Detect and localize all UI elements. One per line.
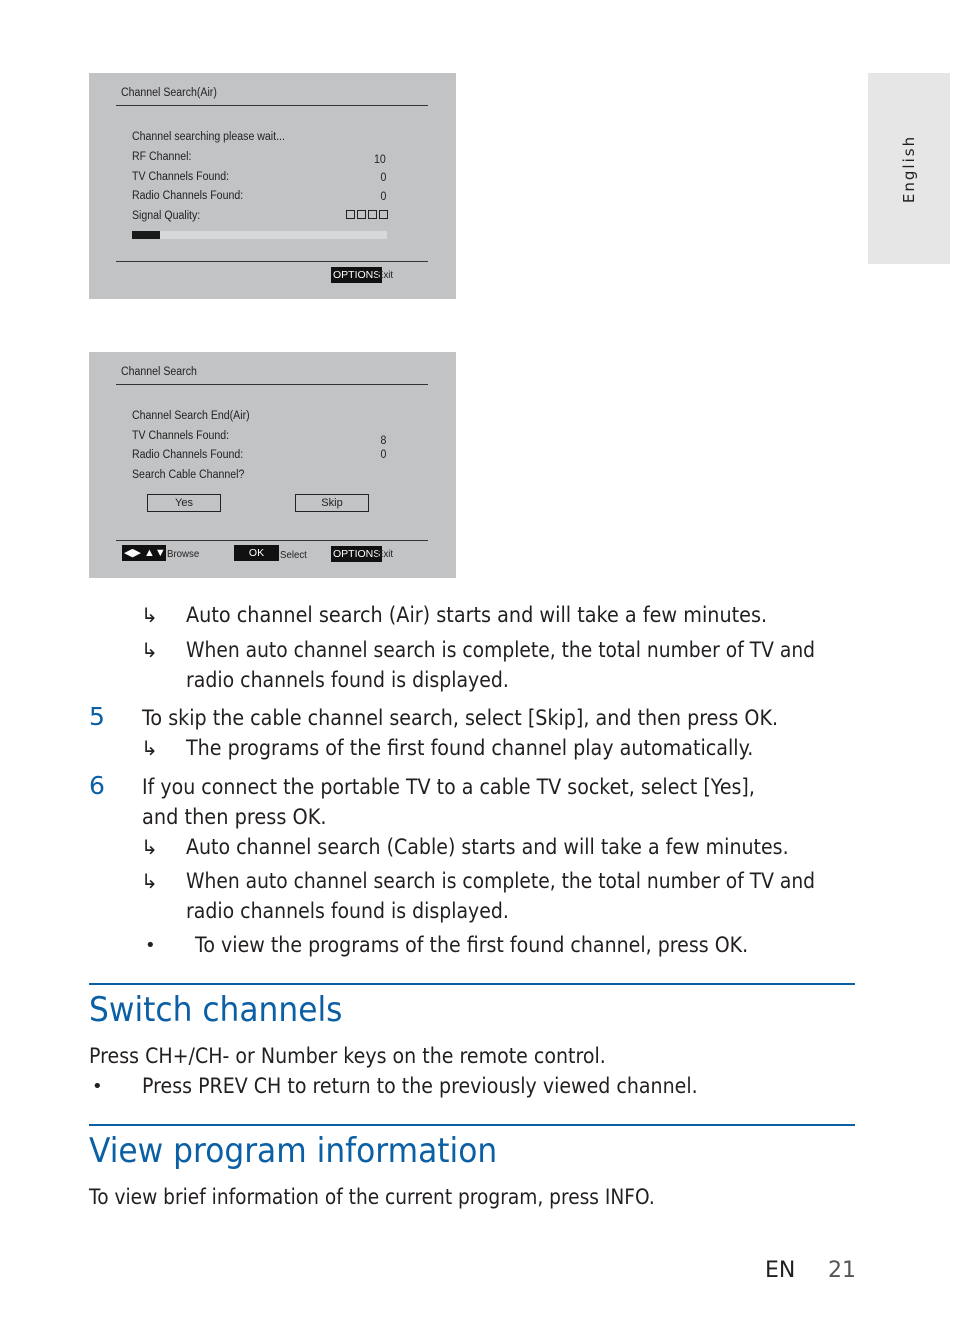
bullet-icon: • (92, 1076, 103, 1097)
exit-label: Exit (377, 269, 394, 281)
section-heading: View program information (89, 1131, 498, 1171)
ok-key: OK (744, 706, 773, 730)
ok-key: OK (714, 933, 743, 957)
ok-key: OK (234, 545, 279, 561)
radio-channels-value: 0 (380, 191, 386, 203)
bullet-text: To view the programs of the first found channel, press OK. (195, 933, 749, 957)
exit-label: Exit (377, 548, 394, 560)
navigation-keys-icon: ◀▶ ▲▼ (124, 547, 166, 559)
channel-search-end-screen (89, 352, 456, 578)
result-arrow-icon: ↳ (141, 869, 158, 893)
result-text: When auto channel search is complete, the total number of TV and (186, 638, 816, 662)
yes-button[interactable]: Yes (147, 494, 221, 512)
title-divider (116, 105, 428, 106)
step-text: and then press OK. (142, 805, 327, 829)
result-text: Auto channel search (Cable) starts and will take a few minutes. (186, 835, 789, 859)
section-heading: Switch channels (89, 990, 343, 1030)
yes-key: [Yes] (703, 775, 749, 799)
section-divider (89, 983, 855, 985)
select-label: Select (280, 549, 307, 561)
result-arrow-icon: ↳ (141, 603, 158, 627)
options-key: OPTIONS (333, 548, 381, 560)
signal-bar-fill (132, 231, 160, 239)
result-arrow-icon: ↳ (141, 835, 158, 859)
footer-language: EN (765, 1258, 796, 1283)
bullet-text: Press PREV CH to return to the previously viewed channel. (142, 1074, 698, 1098)
prev-ch-key: PREV CH (198, 1074, 282, 1098)
number-keys: Number keys (260, 1044, 387, 1068)
section-divider (89, 1124, 855, 1126)
cable-question-label: Search Cable Channel? (132, 469, 245, 481)
radio-channels-value: 0 (380, 449, 386, 461)
step-number: 5 (89, 702, 105, 731)
section-paragraph: To view brief information of the current program, press INFO. (89, 1185, 655, 1209)
footer-divider (116, 540, 428, 541)
skip-key: [Skip] (527, 706, 584, 730)
tv-channels-label: TV Channels Found: (132, 430, 230, 442)
result-text: radio channels found is displayed. (186, 899, 509, 923)
step-text: If you connect the portable TV to a cable TV socket, select [Yes], (142, 775, 755, 799)
search-end-label: Channel Search End(Air) (132, 410, 250, 422)
footer-divider (116, 261, 428, 262)
tv-channels-label: TV Channels Found: (132, 171, 230, 183)
result-text: radio channels found is displayed. (186, 668, 509, 692)
language-label: English (900, 134, 918, 203)
ok-key: OK (292, 805, 321, 829)
radio-channels-label: Radio Channels Found: (132, 190, 244, 202)
result-arrow-icon: ↳ (141, 736, 158, 760)
signal-quality-indicator (344, 210, 388, 222)
step-number: 6 (89, 771, 105, 800)
options-key: OPTIONS (333, 269, 381, 281)
result-arrow-icon: ↳ (141, 638, 158, 662)
info-key: INFO (604, 1185, 649, 1209)
result-text: Auto channel search (Air) starts and will take a few minutes. (186, 603, 768, 627)
status-label: Channel searching please wait... (132, 131, 285, 143)
channel-search-air-screen (89, 73, 456, 299)
radio-channels-label: Radio Channels Found: (132, 449, 244, 461)
result-text: The programs of the first found channel play automatically. (186, 736, 754, 760)
page-number: 21 (828, 1258, 856, 1283)
screen-title: Channel Search (121, 366, 197, 378)
rf-channel-value: 10 (374, 154, 386, 166)
tv-channels-value: 0 (380, 172, 386, 184)
signal-quality-label: Signal Quality: (132, 210, 201, 222)
result-text: When auto channel search is complete, the total number of TV and (186, 869, 816, 893)
browse-label: Browse (167, 548, 200, 560)
step-text: To skip the cable channel search, select [Skip], and then press OK. (142, 706, 779, 730)
bullet-icon: • (145, 935, 156, 956)
ch-key: CH+/CH- (145, 1044, 230, 1068)
skip-button[interactable]: Skip (295, 494, 369, 512)
title-divider (116, 384, 428, 385)
signal-bar-track (132, 231, 387, 239)
section-paragraph: Press CH+/CH- or Number keys on the remote control. (89, 1044, 606, 1068)
rf-channel-label: RF Channel: (132, 151, 192, 163)
screen-title: Channel Search(Air) (121, 87, 217, 99)
language-tab (868, 73, 950, 264)
tv-channels-value: 8 (380, 435, 386, 447)
